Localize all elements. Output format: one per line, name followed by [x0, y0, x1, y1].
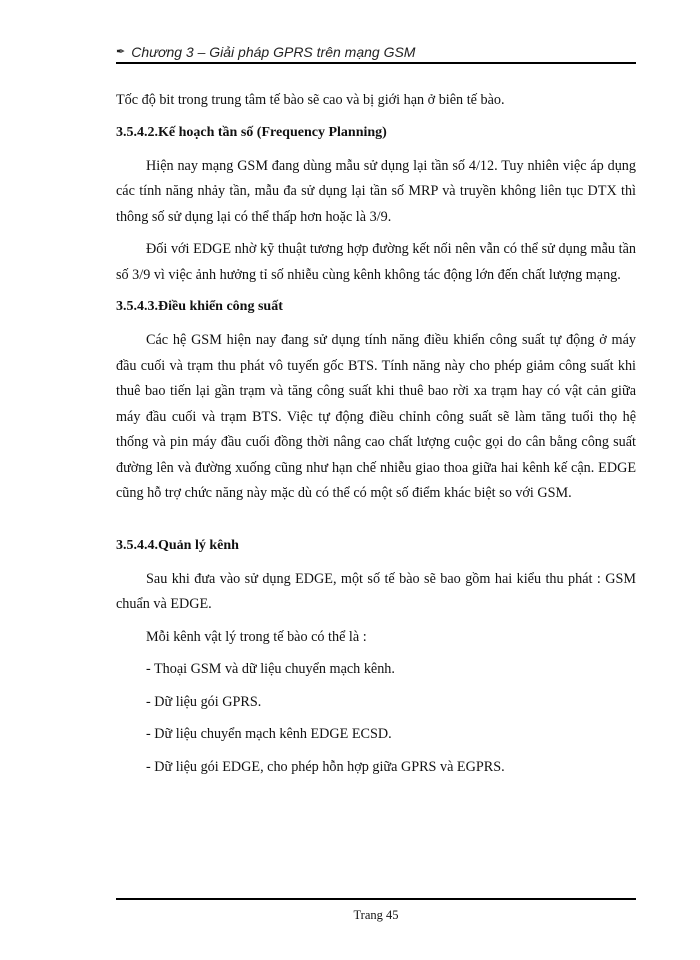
list-item: - Dữ liệu chuyển mạch kênh EDGE ECSD. — [146, 726, 392, 742]
intro-paragraph: Tốc độ bit trong trung tâm tế bào sẽ cao và bị giới hạn ở biên tế bào. — [116, 92, 505, 108]
paragraph-channel-2: Mỗi kênh vật lý trong tế bào có thể là : — [146, 628, 367, 645]
list-item: - Thoại GSM và dữ liệu chuyển mạch kênh. — [146, 661, 395, 677]
paragraph-channel-1: Sau khi đưa vào sử dụng EDGE, một số tế bào sẽ bao gồm hai kiểu thu phát : GSM chuẩn và EDGE. — [116, 570, 636, 612]
document-body — [116, 88, 636, 787]
paragraph-power-control: Các hệ GSM hiện nay đang sử dụng tính năng điều khiển công suất tự động ở máy đầu cuối và trạm thu phát vô tuyến gốc BTS. Tính năng này cho phép giảm công suất khi thuê bao tiến lại gần trạm và tăng công suất khi thuê bao rời xa trạm hay có vật cản giữa máy đầu cuối và trạm BTS. Việc tự động điều chỉnh công suất sẽ làm tăng tuổi thọ hệ thống và pin máy đầu cuối đồng thời nâng cao chất lượng cuộc gọi do cân bằng công suất đường lên và đường xuống cũng như hạn chế nhiễu giao thoa giữa hai kênh kế cận. EDGE cũng hỗ trợ chức năng này mặc dù có thể có một số điểm khác biệt so với GSM. — [116, 332, 636, 501]
page-number: Trang 45 — [353, 908, 399, 922]
paragraph-frequency-2: Đối với EDGE nhờ kỹ thuật tương hợp đường kết nối nên vẫn có thể sử dụng mẫu tần số 3/9 vì việc ảnh hưởng tỉ số nhiễu cùng kênh không tác động lớn đến chất lượng mạng. — [116, 241, 636, 283]
spacer — [116, 514, 636, 534]
section-heading-power-control: 3.5.4.3.Điều khiển công suất — [116, 299, 283, 314]
list-item: - Dữ liệu gói GPRS. — [146, 693, 262, 710]
section-heading-frequency-planning: 3.5.4.2.Kế hoạch tần số (Frequency Planning) — [116, 124, 387, 140]
feather-pen-icon: ✒ — [116, 46, 126, 58]
chapter-title: Chương 3 – Giải pháp GPRS trên mạng GSM — [131, 44, 416, 60]
footer-divider — [116, 898, 636, 900]
list-item: - Dữ liệu gói EDGE, cho phép hỗn hợp giữa GPRS và EGPRS. — [146, 758, 505, 775]
paragraph-frequency-1: Hiện nay mạng GSM đang dùng mẫu sử dụng lại tần số 4/12. Tuy nhiên việc áp dụng các tính năng nhảy tần, mẫu đa sử dụng lại tần số MRP và truyền không liên tục DTX thì thông số sử dụng lại có thể thấp hơn hoặc là 3/9. — [116, 157, 636, 225]
page-header — [116, 38, 636, 64]
section-heading-channel-management: 3.5.4.4.Quản lý kênh — [116, 537, 239, 553]
